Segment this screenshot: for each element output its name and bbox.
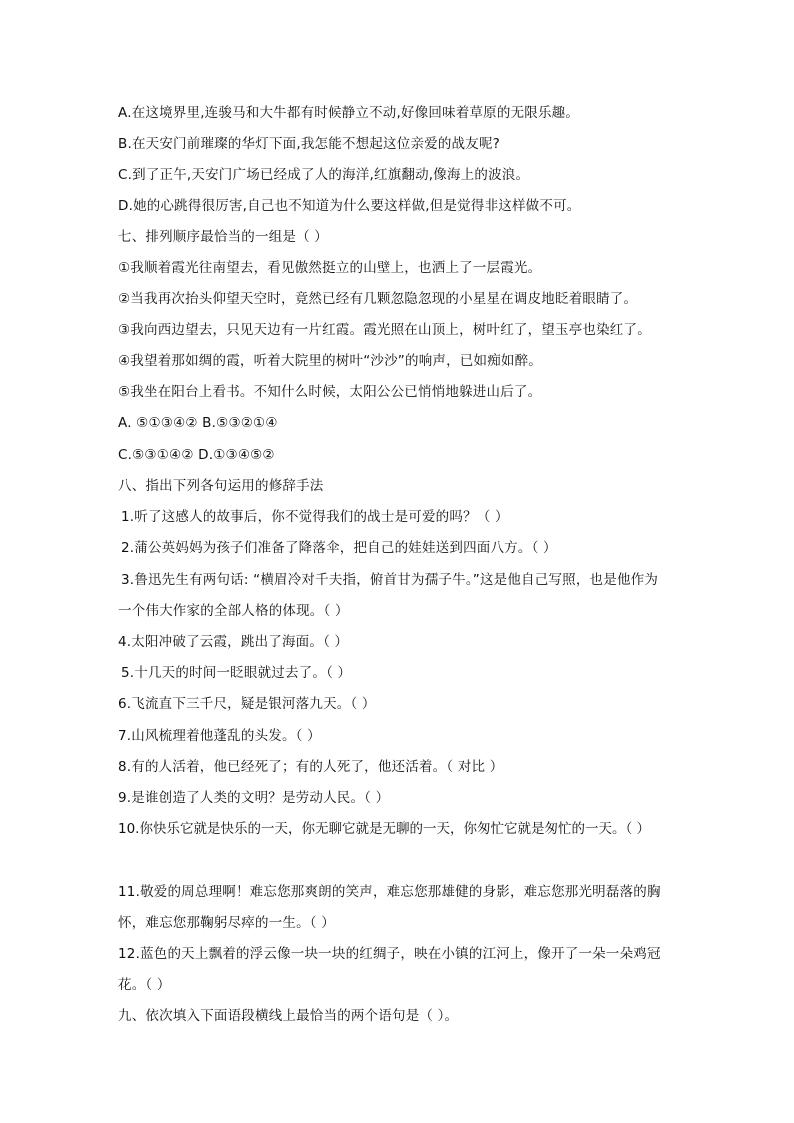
sentence-3: ③我向西边望去，只见天边有一片红霞。霞光照在山顶上，树叶红了，望玉亭也染红了。: [118, 322, 651, 338]
option-c-text: C.到了正午,天安门广场已经成了人的海洋,红旗翻动,像海上的波浪。: [118, 167, 530, 183]
question-3: 3.鲁迅先生有两句话: “横眉冷对千夫指，俯首甘为孺子牛。”这是他自己写照，也是他作为: [121, 572, 659, 588]
section-9-title: 九、依次填入下面语段横线上最恰当的两个语句是（ ）。: [118, 1008, 459, 1024]
sentence-5: ⑤我坐在阳台上看书。不知什么时候，太阳公公已悄悄地躲进山后了。: [118, 384, 542, 400]
question-8: 8.有的人活着，他已经死了；有的人死了，他还活着。（ 对比 ）: [118, 759, 504, 775]
question-11-continued: 怀，难忘您那鞠躬尽瘁的一生。（ ）: [118, 915, 335, 931]
section-7-options-cd: C.⑤③①④② D.①③④⑤②: [118, 447, 275, 463]
option-a-text: A.在这境界里,连骏马和大牛都有时候静立不动,好像回味着草原的无限乐趣。: [118, 105, 580, 121]
question-4: 4.太阳冲破了云霞，跳出了海面。（ ）: [118, 634, 349, 650]
question-12-continued: 花。（ ）: [118, 977, 171, 993]
option-d-text: D.她的心跳得很厉害,自己也不知道为什么要这样做,但是觉得非这样做不可。: [118, 198, 581, 214]
question-5: 5.十几天的时间一眨眼就过去了。（ ）: [121, 665, 352, 681]
option-b-text: B.在天安门前璀璨的华灯下面,我怎能不想起这位亲爱的战友呢?: [118, 136, 501, 152]
question-11: 11.敬爱的周总理啊！难忘您那爽朗的笑声，难忘您那雄健的身影，难忘您那光明磊落的胸: [118, 884, 661, 900]
question-6: 6.飞流直下三千尺，疑是银河落九天。（ ）: [118, 696, 376, 712]
section-8-title: 八、指出下列各句运用的修辞手法: [118, 478, 324, 494]
sentence-1: ①我顺着霞光往南望去，看见傲然挺立的山壁上，也洒上了一层霞光。: [118, 260, 542, 276]
sentence-2: ②当我再次抬头仰望天空时，竟然已经有几颗忽隐忽现的小星星在调皮地眨着眼睛了。: [118, 291, 638, 307]
question-2: 2.蒲公英妈妈为孩子们准备了降落伞，把自己的娃娃送到四面八方。（ ）: [121, 540, 557, 556]
question-9: 9.是谁创造了人类的文明？是劳动人民。（ ）: [118, 790, 390, 806]
sentence-4: ④我望着那如绸的霞，听着大院里的树叶“沙沙”的响声，已如痴如醉。: [118, 353, 542, 369]
question-3-continued: 一个伟大作家的全部人格的体现。（ ）: [118, 603, 349, 619]
section-7-title: 七、排列顺序最恰当的一组是（ ）: [118, 229, 328, 245]
section-7-options-ab: A. ⑤①③④② B.⑤③②①④: [118, 415, 278, 431]
question-1: 1.听了这感人的故事后，你不觉得我们的战士是可爱的吗？（ ）: [121, 509, 509, 525]
question-7: 7.山风梳理着他蓬乱的头发。（ ）: [118, 728, 321, 744]
question-12: 12.蓝色的天上飘着的浮云像一块一块的红绸子，映在小镇的江河上，像开了一朵一朵鸡冠: [118, 946, 661, 962]
question-10: 10.你快乐它就是快乐的一天，你无聊它就是无聊的一天，你匆忙它就是匆忙的一天。（ ）: [118, 821, 651, 837]
